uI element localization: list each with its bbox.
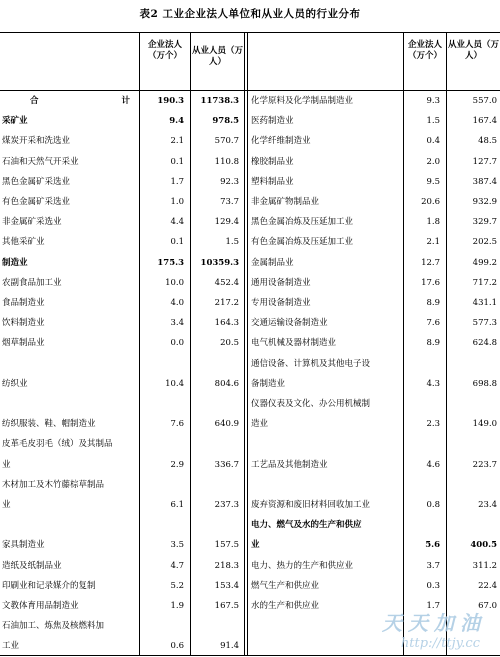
employees-value: 92.3 xyxy=(220,176,239,187)
employees-value: 167.4 xyxy=(472,116,497,127)
table-row xyxy=(0,477,239,494)
units-value: 2.3 xyxy=(426,419,440,430)
industry-name: 黑色金属冶炼及压延加工业 xyxy=(251,217,354,228)
employees-value: 804.6 xyxy=(214,378,239,389)
employees-value: 149.0 xyxy=(472,419,497,430)
industry-name: 农副食品加工业 xyxy=(2,277,62,288)
industry-name: 燃气生产和供应业 xyxy=(251,580,320,591)
industry-name: 饮料制造业 xyxy=(2,318,45,329)
industry-name: 业 xyxy=(2,459,11,470)
table-row xyxy=(0,416,239,433)
units-value xyxy=(404,436,440,453)
units-value: 2.0 xyxy=(426,156,440,167)
table-row xyxy=(249,275,497,292)
employees-value: 202.5 xyxy=(472,237,497,248)
employees-value xyxy=(447,396,497,413)
units-value: 20.6 xyxy=(421,197,440,207)
employees-value: 218.3 xyxy=(214,560,239,571)
employees-value xyxy=(447,436,497,453)
table-row xyxy=(249,497,497,514)
units-value: 9.5 xyxy=(426,176,440,187)
units-value xyxy=(140,618,184,635)
units-value: 1.7 xyxy=(426,601,440,611)
employees-value: 452.4 xyxy=(214,277,239,288)
employees-value: 73.7 xyxy=(220,197,239,207)
industry-name: 通用设备制造业 xyxy=(251,277,311,288)
industry-name: 橡胶制品业 xyxy=(251,156,294,167)
units-value xyxy=(404,477,440,494)
industry-name: 煤炭开采和洗选业 xyxy=(2,136,71,147)
industry-name: 仪器仪表及文化、办公用机械制 xyxy=(251,399,371,409)
units-value xyxy=(404,396,440,413)
watermark-brand: 天天加油 xyxy=(382,611,486,635)
employees-value xyxy=(191,618,239,635)
table-row xyxy=(0,234,239,251)
industry-name: 业 xyxy=(251,540,260,551)
units-value: 0.6 xyxy=(170,641,184,652)
industry-name xyxy=(2,356,138,373)
industry-name: 造业 xyxy=(251,419,269,430)
table-row xyxy=(249,558,497,575)
table-row xyxy=(249,376,497,393)
table-row xyxy=(0,194,239,211)
table-row xyxy=(0,396,239,413)
table-row xyxy=(0,93,239,110)
table-row xyxy=(0,578,239,595)
employees-value: 577.3 xyxy=(472,318,497,329)
employees-value: 10359.3 xyxy=(200,257,239,268)
employees-value xyxy=(447,517,497,534)
units-value: 0.3 xyxy=(426,580,440,591)
employees-value: 570.7 xyxy=(214,136,239,147)
industry-name: 工业 xyxy=(2,641,20,652)
employees-value: 336.7 xyxy=(214,459,239,470)
employees-value: 164.3 xyxy=(214,318,239,329)
units-value: 3.5 xyxy=(170,540,184,551)
divider xyxy=(247,32,248,655)
table-row xyxy=(249,255,497,272)
table-row xyxy=(0,517,239,534)
employees-value xyxy=(191,517,239,534)
employees-value: 110.8 xyxy=(214,156,239,167)
table-row xyxy=(0,113,239,130)
table-title: 表2 工业企业法人单位和从业人员的行业分布 xyxy=(139,8,361,20)
table-row xyxy=(249,335,497,352)
industry-name: 木材加工及木竹藤棕草制品 xyxy=(2,479,105,490)
table-row xyxy=(0,537,239,554)
industry-name: 电气机械及器材制造业 xyxy=(251,338,337,349)
units-value xyxy=(140,396,184,413)
units-value: 7.6 xyxy=(170,419,184,430)
employees-value: 329.7 xyxy=(472,217,497,228)
industry-name: 合 计 xyxy=(30,96,153,106)
units-value: 3.7 xyxy=(426,560,440,571)
units-value: 4.3 xyxy=(426,378,440,389)
units-value: 9.3 xyxy=(426,96,440,106)
industry-name: 通信设备、计算机及其他电子设 xyxy=(251,358,371,369)
table-row xyxy=(0,558,239,575)
table-row xyxy=(249,295,497,312)
industry-name: 文教体育用品制造业 xyxy=(2,601,79,611)
industry-name: 家具制造业 xyxy=(2,540,45,551)
industry-name: 采矿业 xyxy=(2,116,28,127)
industry-name xyxy=(251,477,403,494)
employees-value: 557.0 xyxy=(472,96,497,106)
employees-value: 1.5 xyxy=(225,237,239,248)
header-employees-right: 从业人员（万人） xyxy=(447,40,499,61)
table-row xyxy=(0,457,239,474)
employees-value xyxy=(191,356,239,373)
employees-value xyxy=(191,477,239,494)
table-row xyxy=(249,234,497,251)
table-row xyxy=(0,356,239,373)
units-value: 2.1 xyxy=(426,237,440,248)
table-row xyxy=(249,113,497,130)
employees-value: 698.8 xyxy=(472,378,497,389)
table-row xyxy=(249,436,497,453)
units-value: 190.3 xyxy=(157,96,184,106)
industry-name: 造纸及纸制品业 xyxy=(2,560,62,571)
table-row xyxy=(249,477,497,494)
table-row xyxy=(0,295,239,312)
industry-name: 水的生产和供应业 xyxy=(251,601,320,611)
industry-name: 制造业 xyxy=(2,257,28,268)
employees-value: 129.4 xyxy=(214,217,239,228)
header-rule xyxy=(0,90,500,91)
table-row xyxy=(249,154,497,171)
units-value: 5.2 xyxy=(170,580,184,591)
units-value: 0.8 xyxy=(426,500,440,510)
units-value: 1.7 xyxy=(170,176,184,187)
table-row xyxy=(249,457,497,474)
industry-name: 有色金属矿采选业 xyxy=(2,197,71,207)
industry-name: 印刷业和记录媒介的复制 xyxy=(2,580,96,591)
units-value: 10.4 xyxy=(165,378,184,389)
employees-value: 127.7 xyxy=(472,156,497,167)
units-value: 1.8 xyxy=(426,217,440,228)
table-row xyxy=(0,255,239,272)
industry-name: 烟草制品业 xyxy=(2,338,45,349)
units-value: 0.1 xyxy=(170,237,184,248)
table-row xyxy=(0,497,239,514)
units-value: 12.7 xyxy=(421,257,440,268)
employees-value: 217.2 xyxy=(214,298,239,308)
header-units-left: 企业法人（万个） xyxy=(147,40,182,61)
table-row xyxy=(0,133,239,150)
employees-value: 311.2 xyxy=(472,560,497,571)
industry-name: 其他采矿业 xyxy=(2,237,45,248)
table-row xyxy=(249,174,497,191)
industry-name: 化学纤维制造业 xyxy=(251,136,311,147)
employees-value: 640.9 xyxy=(214,419,239,430)
employees-value: 223.7 xyxy=(472,459,497,470)
units-value: 2.1 xyxy=(170,136,184,147)
industry-name: 黑色金属矿采选业 xyxy=(2,176,71,187)
employees-value xyxy=(191,396,239,413)
industry-name: 业 xyxy=(2,500,11,510)
industry-name: 电力、燃气及水的生产和供应 xyxy=(251,520,362,531)
table-row xyxy=(249,356,497,373)
watermark-url: http://ttjy.cc xyxy=(400,636,480,651)
table-row xyxy=(0,335,239,352)
units-value xyxy=(404,356,440,373)
units-value: 4.0 xyxy=(170,298,184,308)
employees-value: 167.5 xyxy=(214,601,239,611)
industry-name: 纺织业 xyxy=(2,378,28,389)
table-row xyxy=(0,275,239,292)
units-value: 3.4 xyxy=(170,318,184,329)
industry-name: 工艺品及其他制造业 xyxy=(251,459,328,470)
industry-name: 非金属矿采选业 xyxy=(2,217,62,228)
industry-name: 废弃资源和废旧材料回收加工业 xyxy=(251,500,371,510)
employees-value xyxy=(191,436,239,453)
employees-value: 978.5 xyxy=(212,116,239,127)
employees-value: 400.5 xyxy=(470,540,497,551)
divider xyxy=(244,32,245,655)
units-value: 0.4 xyxy=(426,136,440,147)
employees-value: 91.4 xyxy=(220,641,239,652)
employees-value: 23.4 xyxy=(478,500,497,510)
table-row xyxy=(249,396,497,413)
employees-value: 153.4 xyxy=(214,580,239,591)
employees-value xyxy=(447,477,497,494)
industry-name: 塑料制品业 xyxy=(251,176,294,187)
table-row xyxy=(249,537,497,554)
watermark xyxy=(382,607,486,651)
top-rule xyxy=(0,32,500,33)
industry-name: 交通运输设备制造业 xyxy=(251,318,328,329)
header-employees-left: 从业人员（万人） xyxy=(191,46,243,67)
industry-name: 石油和天然气开采业 xyxy=(2,156,79,167)
units-value: 1.9 xyxy=(170,601,184,611)
employees-value: 499.2 xyxy=(472,257,497,268)
industry-name: 皮革毛皮羽毛（绒）及其制品 xyxy=(2,439,113,450)
units-value: 1.5 xyxy=(426,116,440,127)
industry-name: 电力、热力的生产和供应业 xyxy=(251,560,354,571)
industry-name: 备制造业 xyxy=(251,378,286,389)
industry-name: 专用设备制造业 xyxy=(251,298,311,308)
table-row xyxy=(0,214,239,231)
units-value: 4.7 xyxy=(170,560,184,571)
header-units-right: 企业法人（万个） xyxy=(407,40,442,61)
industry-name: 食品制造业 xyxy=(2,298,45,308)
industry-name: 金属制品业 xyxy=(251,257,294,268)
units-value: 4.4 xyxy=(170,217,184,228)
units-value xyxy=(140,517,184,534)
table-row xyxy=(249,315,497,332)
employees-value: 237.3 xyxy=(214,500,239,510)
table-row xyxy=(0,618,239,635)
industry-name: 非金属矿物制品业 xyxy=(251,197,320,207)
units-value: 0.0 xyxy=(170,338,184,349)
units-value xyxy=(404,517,440,534)
employees-value: 11738.3 xyxy=(200,96,239,106)
units-value xyxy=(140,356,184,373)
table-row xyxy=(0,376,239,393)
table-row xyxy=(249,517,497,534)
units-value: 10.0 xyxy=(165,277,184,288)
table-row xyxy=(249,133,497,150)
units-value: 5.6 xyxy=(425,540,440,551)
table-row xyxy=(0,154,239,171)
employees-value: 22.4 xyxy=(478,580,497,591)
units-value xyxy=(140,436,184,453)
employees-value: 48.5 xyxy=(478,136,497,147)
table-row xyxy=(0,315,239,332)
table-row xyxy=(249,416,497,433)
table-row xyxy=(249,214,497,231)
table-row xyxy=(249,578,497,595)
table-row xyxy=(249,194,497,211)
employees-value: 20.5 xyxy=(220,338,239,349)
industry-name: 纺织服装、鞋、帽制造业 xyxy=(2,419,96,430)
industry-name: 化学原料及化学制品制造业 xyxy=(251,96,354,106)
employees-value: 157.5 xyxy=(214,540,239,551)
table-row xyxy=(0,174,239,191)
employees-value xyxy=(447,356,497,373)
industry-name xyxy=(2,517,138,534)
employees-value: 67.0 xyxy=(478,601,497,611)
units-value: 8.9 xyxy=(426,298,440,308)
units-value: 175.3 xyxy=(157,257,184,268)
units-value: 7.6 xyxy=(426,318,440,329)
table-row xyxy=(0,598,239,615)
units-value: 17.6 xyxy=(421,277,440,288)
table-row xyxy=(249,93,497,110)
units-value: 0.1 xyxy=(170,156,184,167)
industry-name: 石油加工、炼焦及核燃料加 xyxy=(2,621,105,632)
units-value: 8.9 xyxy=(426,338,440,349)
table-row xyxy=(0,436,239,453)
industry-name: 医药制造业 xyxy=(251,116,294,127)
table-row xyxy=(0,638,239,655)
employees-value: 624.8 xyxy=(472,338,497,349)
units-value: 9.4 xyxy=(169,116,184,127)
employees-value: 932.9 xyxy=(472,197,497,207)
employees-value: 387.4 xyxy=(472,176,497,187)
employees-value: 717.2 xyxy=(472,277,497,288)
units-value: 1.0 xyxy=(170,197,184,207)
units-value xyxy=(140,477,184,494)
units-value: 2.9 xyxy=(170,459,184,470)
units-value: 6.1 xyxy=(170,500,184,510)
industry-name xyxy=(251,436,403,453)
industry-name xyxy=(2,396,138,413)
units-value: 4.6 xyxy=(426,459,440,470)
employees-value: 431.1 xyxy=(472,298,497,308)
industry-name: 有色金属冶炼及压延加工业 xyxy=(251,237,354,248)
